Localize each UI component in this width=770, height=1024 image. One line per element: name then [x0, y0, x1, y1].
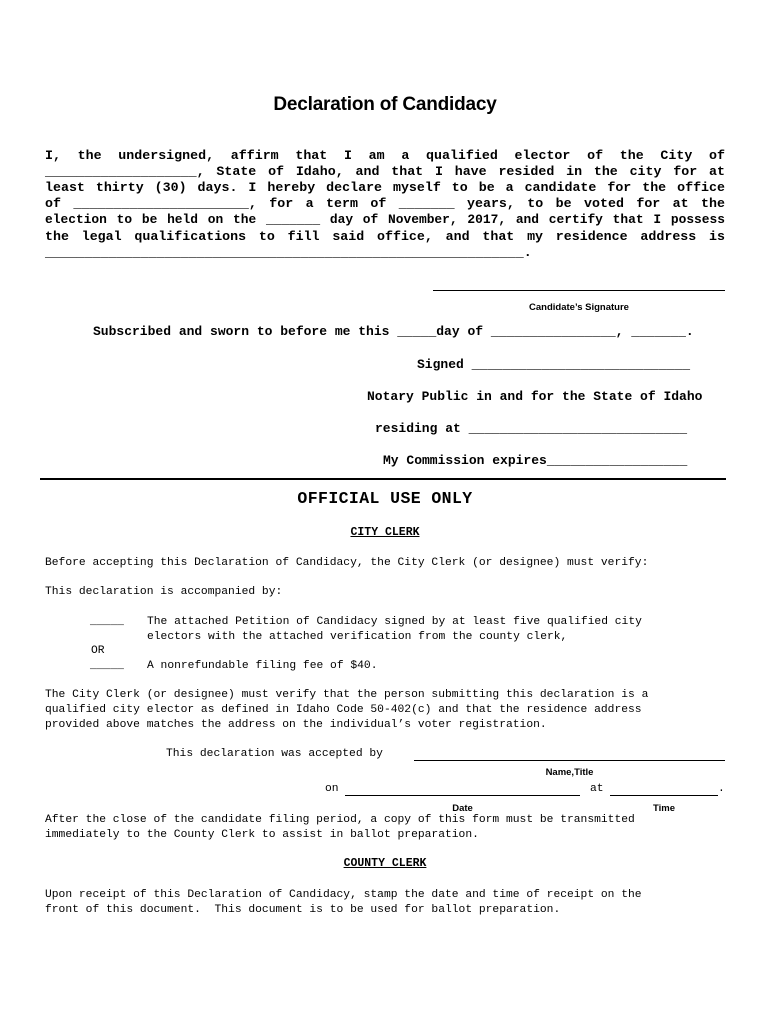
accepted-by-name-line[interactable]: [414, 760, 725, 761]
candidate-signature-line: [433, 290, 725, 291]
date-label: Date: [452, 803, 473, 814]
on-label: on: [325, 783, 339, 795]
county-clerk-line-1: Upon receipt of this Declaration of Candidacy, stamp the date and time of receipt on the: [45, 889, 642, 901]
accepted-time-line[interactable]: [610, 795, 718, 796]
county-clerk-line-2: front of this document. This document is to be used for ballot preparation.: [45, 904, 561, 916]
declaration-line-4: of ______________________, for a term of _______ years, to be voted for at the: [45, 196, 725, 211]
declaration-line-1: I, the undersigned, affirm that I am a qualified elector of the City of: [45, 148, 725, 163]
sworn-statement: Subscribed and sworn to before me this _____day of ________________, _______.: [93, 324, 694, 339]
after-filing-line-1: After the close of the candidate filing period, a copy of this form must be transmitted: [45, 814, 635, 826]
declaration-line-6: the legal qualifications to fill said office, and that my residence address is: [45, 229, 725, 244]
option-1-checkbox-blank[interactable]: _____: [90, 616, 124, 628]
declaration-line-7: ____________________________________________________________.: [45, 245, 532, 260]
option-2-text: A nonrefundable filing fee of $40.: [147, 660, 378, 672]
name-title-label: Name,Title: [545, 767, 594, 778]
verify-line-3: provided above matches the address on the individual’s voter registration.: [45, 719, 547, 731]
section-divider: [40, 478, 726, 480]
declaration-line-3: least thirty (30) days. I hereby declare myself to be a candidate for the office: [45, 180, 725, 195]
notary-commission-line: My Commission expires__________________: [383, 453, 688, 468]
verify-line-2: qualified city elector as defined in Idaho Code 50-402(c) and that the residence address: [45, 704, 642, 716]
accepted-by-text: This declaration was accepted by: [166, 748, 383, 760]
county-clerk-heading: COUNTY CLERK: [343, 857, 427, 870]
or-label: OR: [91, 645, 105, 657]
accompanied-text: This declaration is accompanied by:: [45, 586, 283, 598]
declaration-line-2: ___________________, State of Idaho, and that I have resided in the city for at: [45, 164, 725, 179]
after-filing-line-2: immediately to the County Clerk to assist in ballot preparation.: [45, 829, 479, 841]
verify-line-1: The City Clerk (or designee) must verify that the person submitting this declaration is a: [45, 689, 649, 701]
accepted-date-line[interactable]: [345, 795, 580, 796]
option-1-text-line-2: electors with the attached verification from the county clerk,: [147, 631, 568, 643]
city-clerk-heading: CITY CLERK: [350, 526, 420, 539]
option-1-text-line-1: The attached Petition of Candidacy signed by at least five qualified city: [147, 616, 642, 628]
at-label: at: [590, 783, 604, 795]
city-clerk-intro: Before accepting this Declaration of Candidacy, the City Clerk (or designee) must verify:: [45, 557, 649, 569]
document-title: Declaration of Candidacy: [273, 94, 497, 115]
notary-residing-line: residing at ____________________________: [375, 421, 688, 436]
time-label: Time: [652, 803, 675, 814]
official-use-heading: OFFICIAL USE ONLY: [297, 489, 473, 508]
notary-public-text: Notary Public in and for the State of Idaho: [367, 389, 703, 404]
declaration-line-5: election to be held on the _______ day of November, 2017, and certify that I possess: [45, 212, 725, 227]
option-2-checkbox-blank[interactable]: _____: [90, 660, 124, 672]
candidate-signature-label: Candidate’s Signature: [529, 302, 629, 313]
time-period: .: [718, 783, 725, 795]
notary-signed-line: Signed ____________________________: [417, 357, 691, 372]
